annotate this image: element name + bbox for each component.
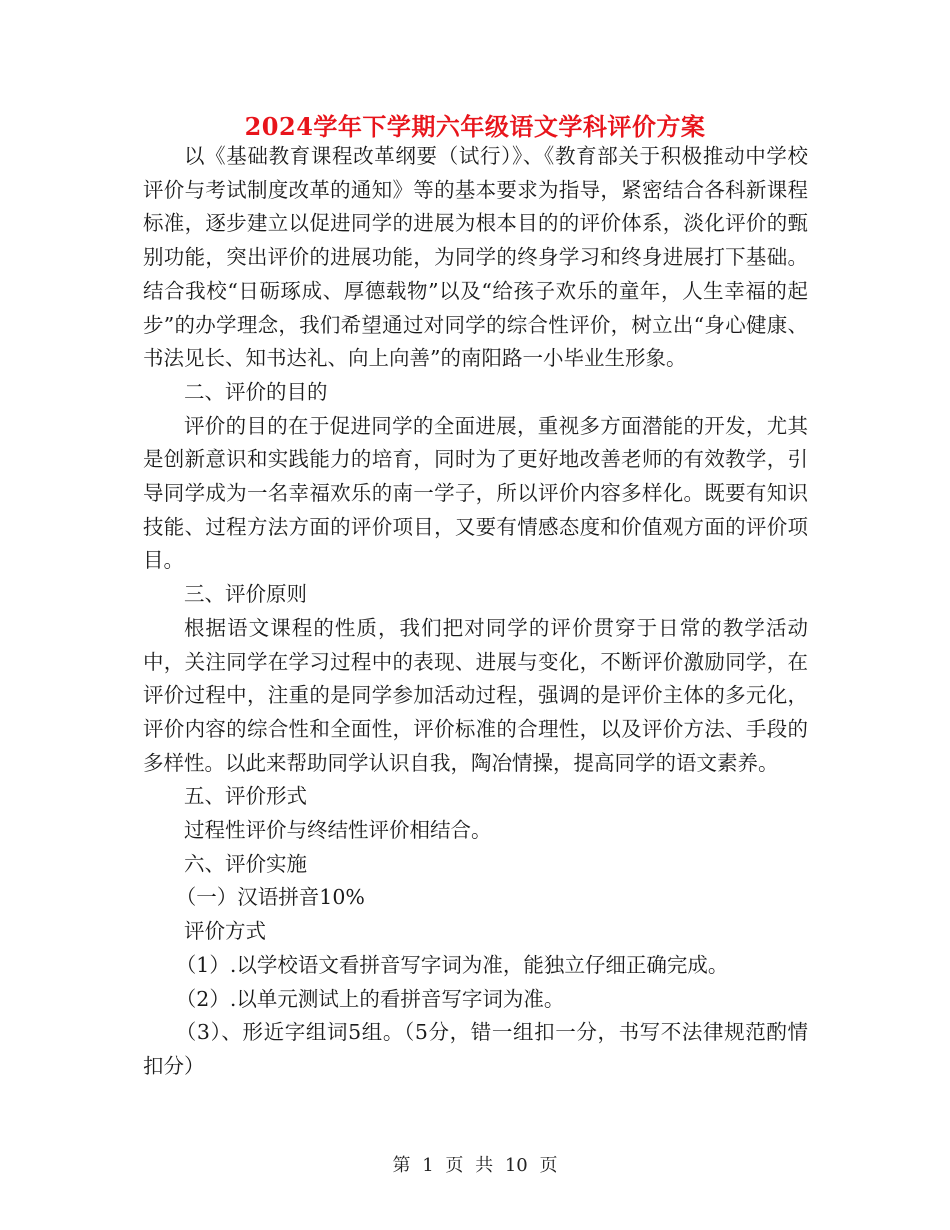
principle-paragraph: 根据语文课程的性质，我们把对同学的评价贯穿于日常的教学活动中，关注同学在学习过程中的表现、进展与变化，不断评价激励同学，在评价过程中，注重的是同学参加活动过程，强调的是评价主体的多元化，评价内容的综合性和全面性，评价标准的合理性，以及评价方法、手段的多样性。以此来帮助同学认识自我，陶冶情操，提高同学的语文素养。 — [143, 615, 808, 775]
section-heading-form: 五、评价形式 — [184, 784, 307, 809]
page-number-footer: 第 1 页 共 10 页 — [392, 1155, 558, 1176]
purpose-paragraph: 评价的目的在于促进同学的全面进展，重视多方面潜能的开发，尤其是创新意识和实践能力的培育，同时为了更好地改善老师的有效教学，引导同学成为一名幸福欢乐的南一学子，所以评价内容多样化。既要有知识技能、过程方法方面的评价项目，又要有情感态度和价值观方面的评价项目。 — [143, 413, 808, 573]
list-item: （3）、形近字组词5组。（5分，错一组扣一分，书写不法律规范酌情扣分） — [143, 1020, 808, 1078]
document-title: 2024学年下学期六年级语文学科评价方案 — [244, 112, 706, 141]
section-heading-implement: 六、评价实施 — [184, 851, 307, 876]
intro-paragraph: 以《基础教育课程改革纲要（试行）》、《教育部关于积极推动中学校评价与考试制度改革的通知》等的基本要求为指导，紧密结合各科新课程标准，逐步建立以促进同学的进展为根本目的的评价体系，淡化评价的甄别功能，突出评价的进展功能，为同学的终身学习和终身进展打下基础。结合我校“日砺琢成、厚德载物”以及“给孩子欢乐的童年，人生幸福的起步”的办学理念，我们希望通过对同学的综合性评价，树立出“身心健康、书法见长、知书达礼、向上向善”的南阳路一小毕业生形象。 — [143, 144, 808, 371]
method-label: 评价方式 — [184, 919, 266, 944]
section-heading-purpose: 二、评价的目的 — [184, 379, 328, 404]
document-body — [143, 140, 808, 1084]
form-paragraph: 过程性评价与终结性评价相结合。 — [184, 818, 492, 843]
list-item: （2）.以单元测试上的看拼音写字词为准。 — [175, 986, 565, 1011]
subsection-pinyin: （一）汉语拼音10% — [175, 885, 365, 910]
section-heading-principle: 三、评价原则 — [184, 582, 307, 607]
list-item: （1）.以学校语文看拼音写字词为准，能独立仔细正确完成。 — [175, 952, 729, 977]
